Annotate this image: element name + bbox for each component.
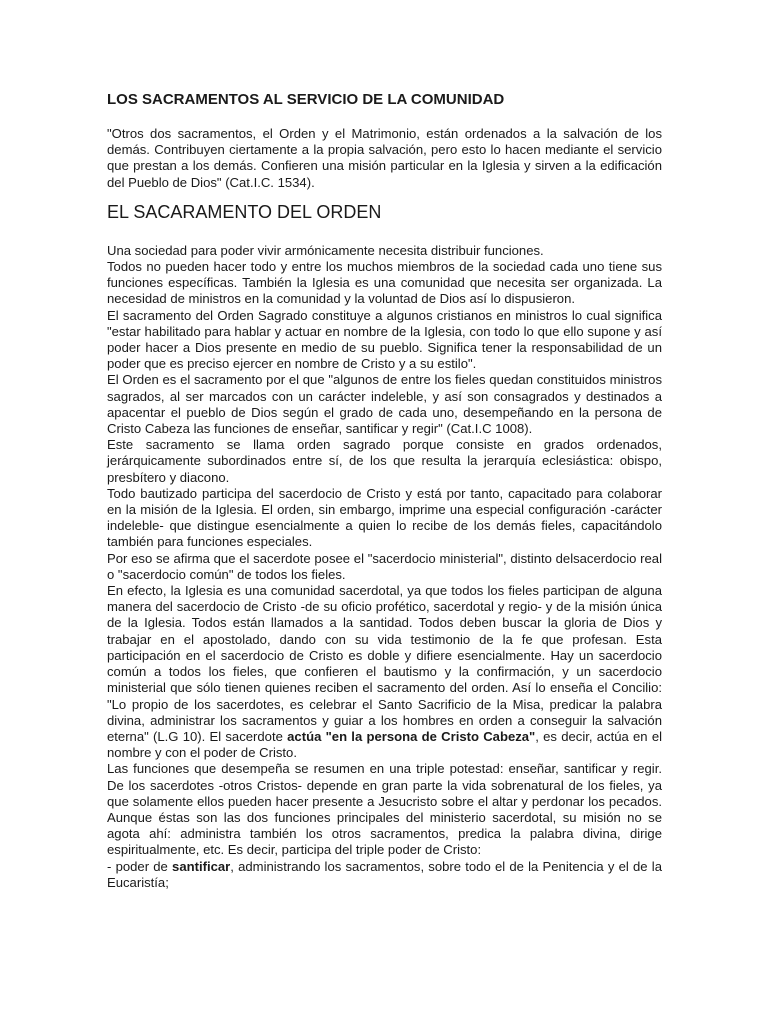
paragraph: Este sacramento se llama orden sagrado porque consiste en grados ordenados, jerárquicamente subordinados entre sí, de los que resulta la jerarquía eclesiástica: obispo, presbítero y diacono. [107,437,662,485]
paragraph-text: - poder de [107,858,168,874]
paragraph [107,859,662,891]
paragraph-text: , administrando los sacramentos, sobre todo el de la Penitencia y el de la Eucaristía; [107,858,662,890]
document-page [107,90,662,891]
paragraph: El Orden es el sacramento por el que "algunos de entre los fieles quedan constituidos ministros sagrados, al ser marcados con un carácter indeleble, y así son consagrados y destinados a apacentar el pueblo de Dios según el grado de cada uno, desempeñando en la persona de Cristo Cabeza las funciones de enseñar, santificar y regir" (Cat.I.C 1008). [107,372,662,437]
paragraph: El sacramento del Orden Sagrado constituye a algunos cristianos en ministros lo cual significa "estar habilitado para hablar y actuar en nombre de la Iglesia, con todo lo que ello supone y así poder hacer a Dios presente en medio de su pueblo. Significa tener la responsabilidad de un poder que es preciso ejercer en nombre de Cristo y a su estilo". [107,307,662,372]
paragraph: Por eso se afirma que el sacerdote posee el "sacerdocio ministerial", distinto delsacerdocio real o "sacerdocio común" de todos los fieles. [107,550,662,582]
paragraph-text: , es decir, actúa en el nombre y con el poder de Cristo. [107,728,663,761]
paragraph: Todo bautizado participa del sacerdocio de Cristo y está por tanto, capacitado para colaborar en la misión de la Iglesia. El orden, sin embargo, imprime una especial configuración -carácter indeleble- que distingue esencialmente a quien lo recibe de los demás fieles, capacitándolo también para funciones especiales. [107,485,662,550]
bold-phrase: santificar [172,858,231,874]
paragraph: Una sociedad para poder vivir armónicamente necesita distribuir funciones. [107,242,544,258]
bold-phrase: actúa "en la persona de Cristo Cabeza" [287,728,536,744]
paragraph: Todos no pueden hacer todo y entre los muchos miembros de la sociedad cada uno tiene sus funciones específicas. También la Iglesia es una comunidad que necesita ser organizada. La necesidad de ministros en la comunidad y la voluntad de Dios así lo dispusieron. [107,259,662,307]
paragraph: Las funciones que desempeña se resumen en una triple potestad: enseñar, santificar y regir. De los sacerdotes -otros Cristos- depende en gran parte la vida sobrenatural de los fieles, ya que solamente ellos pueden hacer presente a Jesucristo sobre el altar y perdonar los pecados. Aunque éstas son las dos funciones principales del ministerio sacerdotal, su misión no se agota ahí: administra también los otros sacramentos, predica la palabra divina, dirige espiritualmente, etc. Es decir, participa del triple poder de Cristo: [107,761,662,858]
intro-quote: "Otros dos sacramentos, el Orden y el Matrimonio, están ordenados a la salvación de los demás. Contribuyen ciertamente a la propia salvación, pero esto lo hacen mediante el servicio que prestan a los demás. Confieren una misión particular en la Iglesia y sirven a la edificación del Pueblo de Dios" (Cat.I.C. 1534). [107,126,662,190]
paragraph-text: En efecto, la Iglesia es una comunidad sacerdotal, ya que todos los fieles participan de alguna manera del sacerdocio de Cristo -de su oficio profético, sacerdotal y regio- y de la misión única de la Iglesia. Todos están llamados a la santidad. Todos deben buscar la gloria de Dios y trabajar en el apostolado, dando con su vida testimonio de la fe que profesan. Esta participación en el sacerdocio de Cristo es doble y difiere esencialmente. Hay un sacerdocio común a todos los fieles, que confieren el bautismo y la confirmación, y un sacerdocio ministerial que sólo tienen quienes reciben el sacramento del orden. Así lo enseña el Concilio: "Lo propio de los sacerdotes, es celebrar el Santo Sacrificio de la Misa, predicar la palabra divina, administrar los sacramentos y guiar a los hombres en orden a conseguir la salvación eterna" (L.G 10). El sacerdote [107,583,662,744]
paragraph [107,583,662,761]
section-title: EL SACARAMENTO DEL ORDEN [107,201,382,222]
document-title: LOS SACRAMENTOS AL SERVICIO DE LA COMUNIDAD [107,91,505,108]
